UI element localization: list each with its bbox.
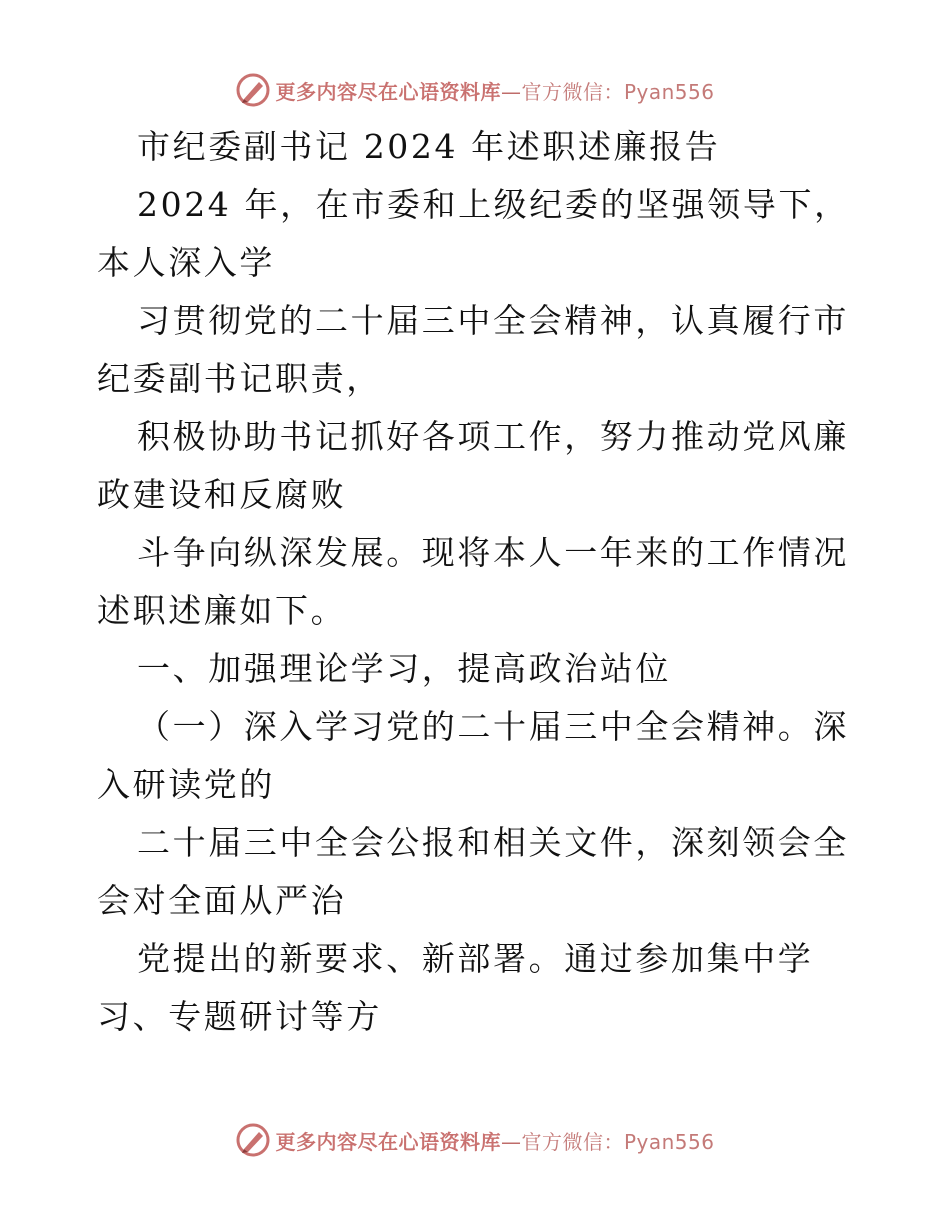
document-title: 市纪委副书记 2024 年述职述廉报告: [137, 127, 721, 166]
paragraph-2: 习贯彻党的二十届三中全会精神，认真履行市纪委副书记职责，: [97, 301, 849, 398]
paragraph-4: 斗争向纵深发展。现将本人一年来的工作情况述职述廉如下。: [97, 533, 849, 630]
watermark-separator: —: [500, 1129, 522, 1154]
watermark-brand: 更多内容尽在心语资料库: [275, 1129, 501, 1154]
paragraph-6: 二十届三中全会公报和相关文件，深刻领会全会对全面从严治: [97, 823, 849, 920]
watermark-separator: —: [500, 79, 522, 104]
watermark-text: [275, 1126, 714, 1155]
watermark-brand: 更多内容尽在心语资料库: [275, 79, 501, 104]
watermark-text: [275, 76, 714, 105]
paragraph-3: 积极协助书记抓好各项工作，努力推动党风廉政建设和反腐败: [97, 417, 849, 514]
paragraph-1: 2024 年，在市委和上级纪委的坚强领导下，本人深入学: [97, 185, 850, 282]
watermark-wechat: 官方微信：Pyan556: [521, 79, 715, 104]
section-heading-1: 一、加强理论学习，提高政治站位: [137, 649, 671, 688]
pen-logo-icon: [235, 72, 271, 108]
footer-watermark: [0, 1120, 950, 1160]
header-watermark: [0, 70, 950, 110]
document-body: [97, 118, 857, 1046]
pen-logo-icon: [235, 1122, 271, 1158]
watermark-wechat: 官方微信：Pyan556: [521, 1129, 715, 1154]
paragraph-5: （一）深入学习党的二十届三中全会精神。深入研读党的: [97, 707, 849, 804]
paragraph-7: 党提出的新要求、新部署。通过参加集中学习、专题研讨等方: [97, 939, 814, 1036]
